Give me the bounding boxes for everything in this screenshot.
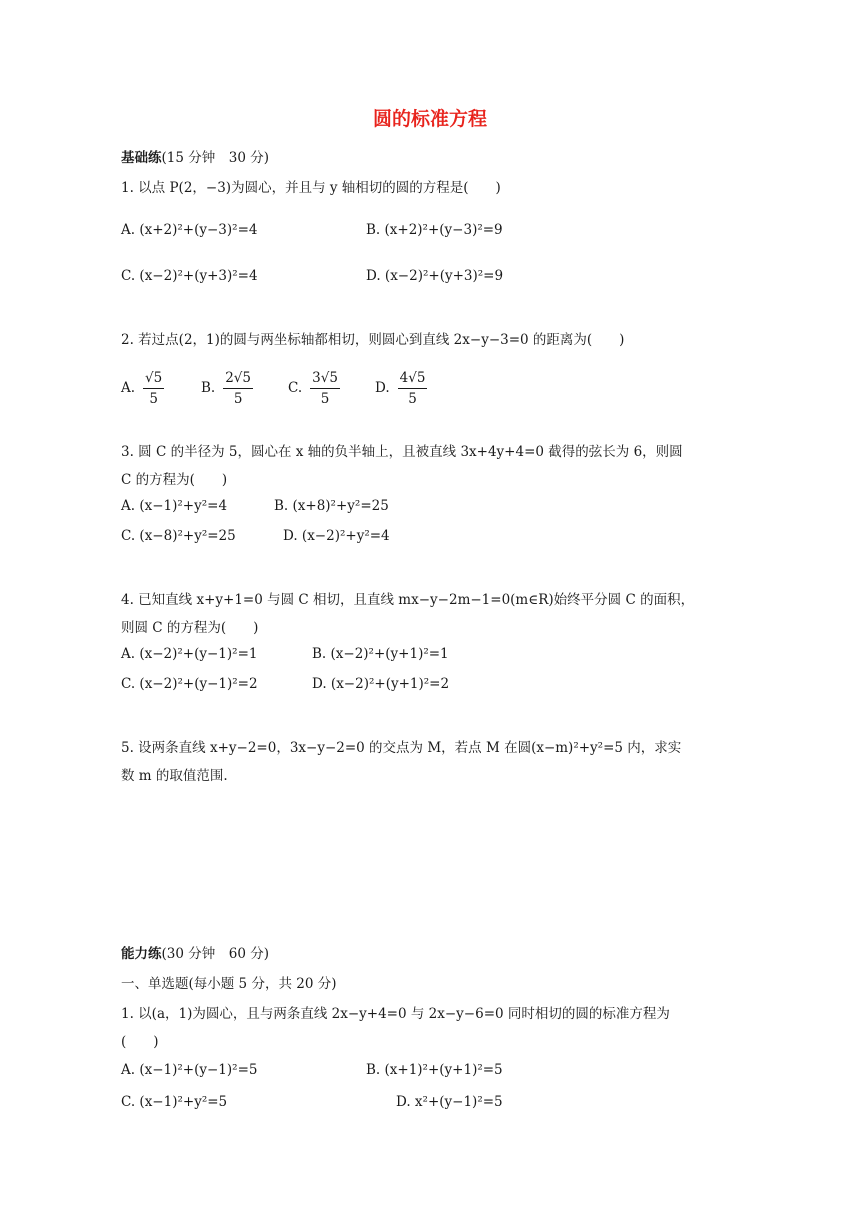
- basic-q4-stem-line2: 则圆 C 的方程为( ): [121, 620, 259, 636]
- basic-q5-stem-line2: 数 m 的取值范围.: [121, 768, 228, 784]
- option-label: A.: [121, 380, 136, 397]
- basic-q1-option-c: C. (x−2)²+(y+3)²=4: [121, 268, 258, 284]
- fraction: [223, 370, 253, 407]
- basic-q1-option-a: A. (x+2)²+(y−3)²=4: [121, 222, 258, 238]
- basic-q4-option-d: D. (x−2)²+(y+1)²=2: [312, 676, 450, 692]
- option-label: C.: [288, 380, 303, 397]
- ability-q1-stem-line2: ( ): [121, 1034, 159, 1050]
- ability-section-header: [121, 942, 269, 962]
- fraction: [143, 370, 164, 407]
- basic-q1-option-d: D. (x−2)²+(y+3)²=9: [366, 268, 504, 284]
- fraction: [310, 370, 340, 407]
- basic-q5-stem-line1: 5. 设两条直线 x+y−2=0，3x−y−2=0 的交点为 M，若点 M 在圆(x−m)²+y²=5 内，求实: [121, 740, 682, 756]
- basic-q1-stem: 1. 以点 P(2，−3)为圆心，并且与 y 轴相切的圆的方程是( ): [121, 180, 501, 196]
- ability-header-label: 能力练: [121, 946, 162, 962]
- basic-q3-stem-line2: C 的方程为( ): [121, 472, 228, 488]
- basic-q2-option-b: [201, 370, 253, 407]
- basic-header-label: 基础练: [121, 150, 162, 166]
- ability-q1-option-b: B. (x+1)²+(y+1)²=5: [366, 1062, 503, 1078]
- basic-q4-stem-line1: 4. 已知直线 x+y+1=0 与圆 C 相切，且直线 mx−y−2m−1=0(m∈R)始终平分圆 C 的面积，: [121, 592, 695, 608]
- ability-q1-stem-line1: 1. 以(a，1)为圆心，且与两条直线 2x−y+4=0 与 2x−y−6=0 同时相切的圆的标准方程为: [121, 1006, 670, 1022]
- ability-single-choice-header: 一、单选题(每小题 5 分，共 20 分): [121, 976, 337, 992]
- basic-q3-option-b: B. (x+8)²+y²=25: [274, 498, 389, 514]
- ability-q1-option-c: C. (x−1)²+y²=5: [121, 1094, 228, 1110]
- basic-q4-option-b: B. (x−2)²+(y+1)²=1: [312, 646, 449, 662]
- option-label: D.: [375, 380, 390, 397]
- basic-q2-stem: 2. 若过点(2，1)的圆与两坐标轴都相切，则圆心到直线 2x−y−3=0 的距离为( ): [121, 332, 625, 348]
- basic-q3-stem-line1: 3. 圆 C 的半径为 5，圆心在 x 轴的负半轴上，且被直线 3x+4y+4=0 截得的弦长为 6，则圆: [121, 444, 683, 460]
- fraction-numerator: 3√5: [310, 370, 340, 389]
- fraction-denominator: 5: [320, 391, 330, 408]
- basic-q2-option-a: [121, 370, 164, 407]
- fraction-denominator: 5: [149, 391, 158, 408]
- fraction-numerator: 2√5: [223, 370, 253, 389]
- basic-q3-option-a: A. (x−1)²+y²=4: [121, 498, 228, 514]
- basic-q4-option-c: C. (x−2)²+(y−1)²=2: [121, 676, 258, 692]
- ability-q1-option-a: A. (x−1)²+(y−1)²=5: [121, 1062, 258, 1078]
- basic-q2-option-d: [375, 370, 427, 407]
- ability-header-time: (30 分钟 60 分): [161, 946, 269, 962]
- fraction-numerator: 4√5: [398, 370, 428, 389]
- ability-q1-option-d: D. x²+(y−1)²=5: [396, 1094, 503, 1110]
- fraction-numerator: √5: [143, 370, 164, 389]
- basic-header-time: (15 分钟 30 分): [161, 150, 269, 166]
- fraction-denominator: 5: [233, 391, 243, 408]
- basic-q1-option-b: B. (x+2)²+(y−3)²=9: [366, 222, 503, 238]
- basic-q2-option-c: [288, 370, 340, 407]
- basic-q3-option-c: C. (x−8)²+y²=25: [121, 528, 236, 544]
- basic-section-header: [121, 146, 269, 166]
- option-label: B.: [201, 380, 216, 397]
- fraction: [398, 370, 428, 407]
- fraction-denominator: 5: [408, 391, 417, 408]
- page-title: 圆的标准方程: [372, 108, 487, 130]
- basic-q4-option-a: A. (x−2)²+(y−1)²=1: [121, 646, 258, 662]
- basic-q3-option-d: D. (x−2)²+y²=4: [283, 528, 390, 544]
